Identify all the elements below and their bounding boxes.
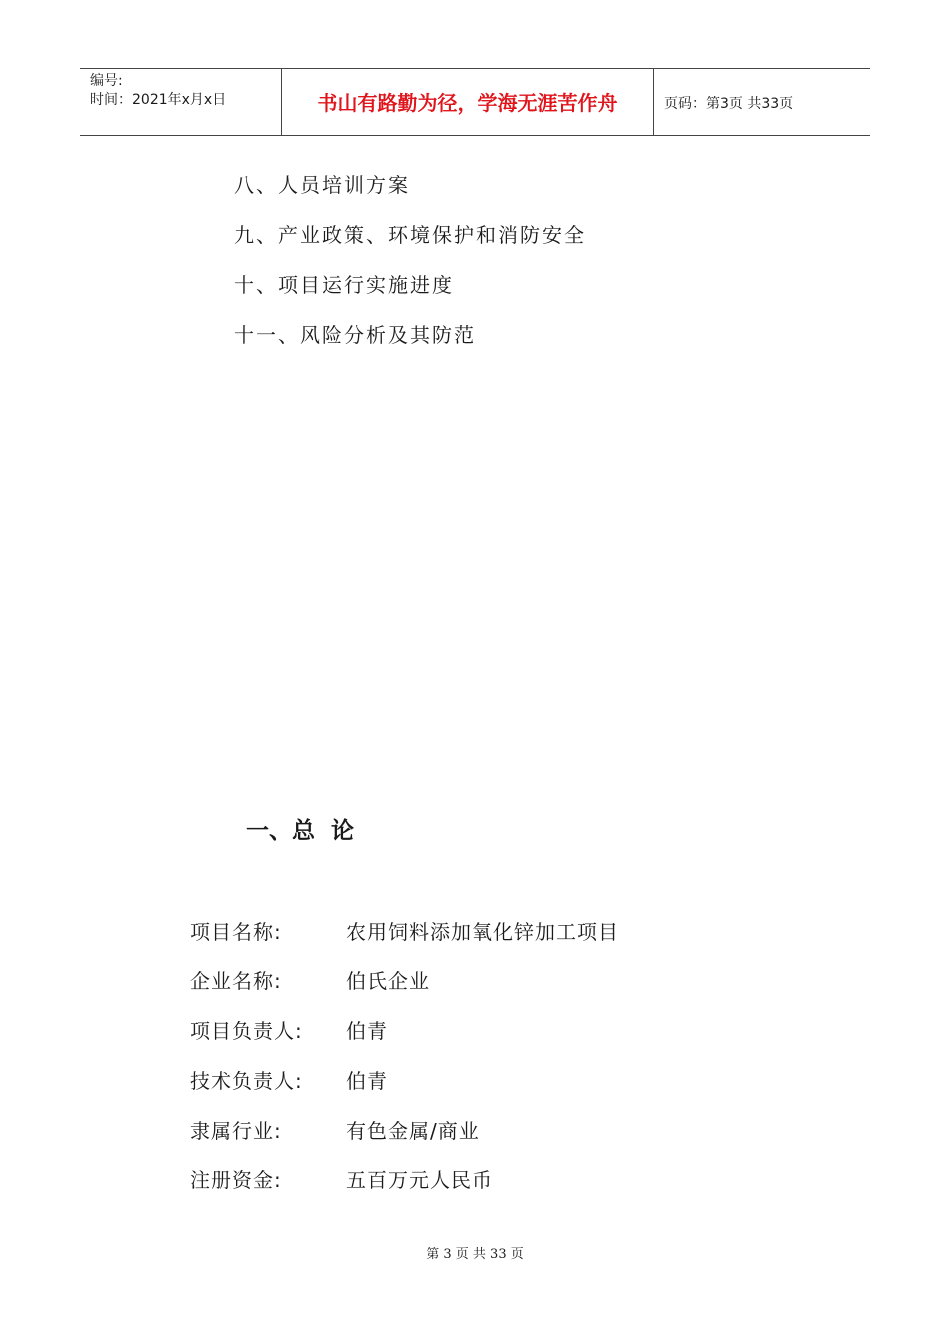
info-value: 农用饲料添加氧化锌加工项目 (346, 920, 619, 944)
info-label: 注册资金: (190, 1168, 282, 1192)
toc-item: 八、人员培训方案 (234, 173, 410, 197)
info-label: 隶属行业: (190, 1119, 282, 1143)
info-value: 五百万元人民币 (346, 1168, 493, 1192)
info-value: 伯氏企业 (346, 969, 430, 993)
info-label: 项目负责人: (190, 1019, 303, 1043)
toc-item: 九、产业政策、环境保护和消防安全 (234, 223, 586, 247)
section-heading: 一、总 论 (246, 818, 355, 844)
info-value: 伯青 (346, 1019, 388, 1043)
toc-item: 十、项目运行实施进度 (234, 273, 454, 297)
page-footer: 第 3 页 共 33 页 (426, 1247, 524, 1262)
header-motto: 书山有路勤为径，学海无涯苦作舟 (317, 91, 618, 115)
date-line: 时间：2021年x月x日 (90, 92, 227, 108)
toc-item: 十一、风险分析及其防范 (234, 323, 476, 347)
header-motto-cell (282, 69, 654, 135)
header-page-info: 页码：第3页 共33页 (664, 96, 794, 112)
header-page-cell (654, 69, 870, 135)
info-label: 项目名称: (190, 920, 282, 944)
info-label: 技术负责人: (190, 1069, 303, 1093)
info-value: 伯青 (346, 1069, 388, 1093)
info-value: 有色金属/商业 (346, 1119, 480, 1143)
page-header (80, 68, 870, 136)
header-meta-cell (80, 69, 282, 135)
serial-number-label: 编号: (90, 73, 123, 89)
info-label: 企业名称: (190, 969, 282, 993)
